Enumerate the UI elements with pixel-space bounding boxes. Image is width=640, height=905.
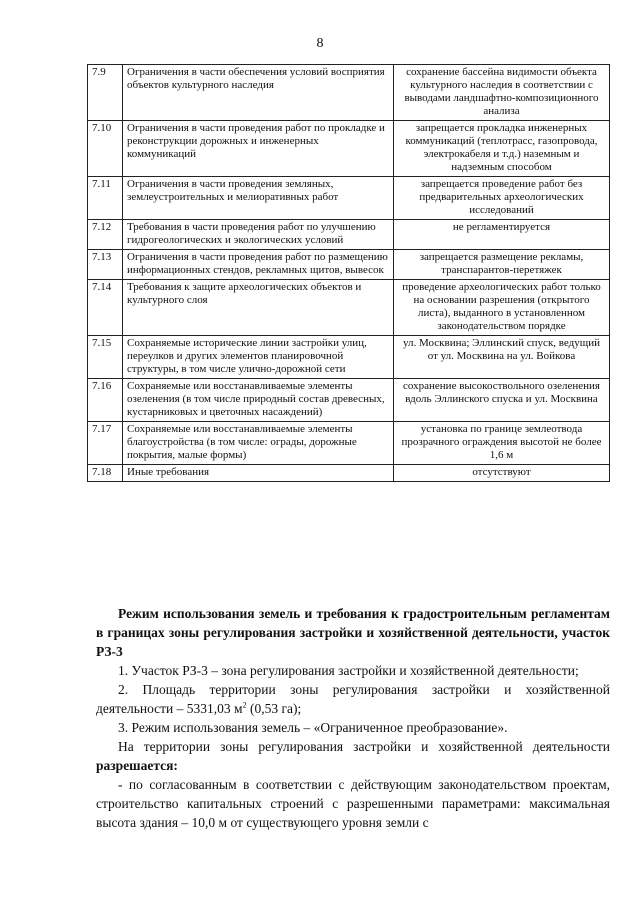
table-row <box>88 65 610 121</box>
row-description: Требования к защите археологических объектов и культурного слоя <box>123 280 394 336</box>
row-description: Ограничения в части проведения земляных, землеустроительных и мелиоративных работ <box>123 177 394 220</box>
row-number: 7.9 <box>88 65 123 121</box>
section-item-2 <box>96 680 610 718</box>
table-row <box>88 177 610 220</box>
row-description: Иные требования <box>123 465 394 482</box>
row-value: сохранение бассейна видимости объекта культурного наследия в соответствии с выводами ландшафтно-композиционного анализа <box>394 65 610 121</box>
table-row <box>88 250 610 280</box>
row-number: 7.18 <box>88 465 123 482</box>
row-number: 7.10 <box>88 121 123 177</box>
table-row <box>88 121 610 177</box>
allowed-bullet-1: - по согласованным в соответствии с действующим законодательством проектам, строительство капитальных строений с разрешенными параметрами: максимальная высота здания – 10,0 м от существующего уровня земли с <box>96 777 610 830</box>
row-value: сохранение высокоствольного озеленения вдоль Эллинского спуска и ул. Москвина <box>394 379 610 422</box>
row-number: 7.11 <box>88 177 123 220</box>
section-item-2-text: 2. Площадь территории зоны регулирования застройки и хозяйственной деятельности – 5331,03 м <box>96 682 610 716</box>
row-description: Сохраняемые или восстанавливаемые элементы озеленения (в том числе природный состав древесных, кустарниковых и цветочных насаждений) <box>123 379 394 422</box>
table-row <box>88 220 610 250</box>
section-item-3: 3. Режим использования земель – «Ограниченное преобразование». <box>118 720 508 735</box>
table-row <box>88 422 610 465</box>
section-item-1: 1. Участок РЗ-3 – зона регулирования застройки и хозяйственной деятельности; <box>118 663 579 678</box>
row-number: 7.12 <box>88 220 123 250</box>
area-unit-superscript: 2 <box>242 700 247 710</box>
zone-section <box>96 604 610 832</box>
row-value: отсутствуют <box>394 465 610 482</box>
table-row <box>88 336 610 379</box>
allowed-paragraph <box>96 737 610 775</box>
row-value: не регламентируется <box>394 220 610 250</box>
section-heading: Режим использования земель и требования к градостроительным регламентам в границах зоны регулирования застройки и хозяйственной деятельности, участок РЗ-3 <box>96 606 610 659</box>
page-number: 8 <box>316 36 324 51</box>
row-value: запрещается проведение работ без предварительных археологических исследований <box>394 177 610 220</box>
section-item-2-tail: (0,53 га); <box>246 701 302 716</box>
allowed-bold: разрешается: <box>96 758 178 773</box>
row-value: проведение археологических работ только на основании разрешения (открытого листа), выданного в установленном законодательством порядке <box>394 280 610 336</box>
row-value: запрещается размещение рекламы, транспарантов-перетяжек <box>394 250 610 280</box>
row-description: Ограничения в части обеспечения условий восприятия объектов культурного наследия <box>123 65 394 121</box>
table-row <box>88 379 610 422</box>
table-row <box>88 280 610 336</box>
row-number: 7.15 <box>88 336 123 379</box>
row-number: 7.14 <box>88 280 123 336</box>
row-description: Сохраняемые исторические линии застройки улиц, переулков и других элементов планировочной структуры, в том числе улично-дорожной сети <box>123 336 394 379</box>
row-description: Сохраняемые или восстанавливаемые элементы благоустройства (в том числе: ограды, дорожные покрытия, малые формы) <box>123 422 394 465</box>
table-row <box>88 465 610 482</box>
row-description: Ограничения в части проведения работ по размещению информационных стендов, рекламных щитов, вывесок <box>123 250 394 280</box>
row-number: 7.16 <box>88 379 123 422</box>
row-number: 7.13 <box>88 250 123 280</box>
row-value: установка по границе землеотвода прозрачного ограждения высотой не более 1,6 м <box>394 422 610 465</box>
row-description: Ограничения в части проведения работ по прокладке и реконструкции дорожных и инженерных коммуникаций <box>123 121 394 177</box>
row-value: запрещается прокладка инженерных коммуникаций (теплотрасс, газопровода, электрокабеля и т.д.) наземным и надземным способом <box>394 121 610 177</box>
row-number: 7.17 <box>88 422 123 465</box>
allowed-prefix: На территории зоны регулирования застройки и хозяйственной деятельности <box>118 739 610 754</box>
row-description: Требования в части проведения работ по улучшению гидрогеологических и экологических условий <box>123 220 394 250</box>
regulation-table <box>87 64 610 482</box>
row-value: ул. Москвина; Эллинский спуск, ведущий от ул. Москвина на ул. Войкова <box>394 336 610 379</box>
